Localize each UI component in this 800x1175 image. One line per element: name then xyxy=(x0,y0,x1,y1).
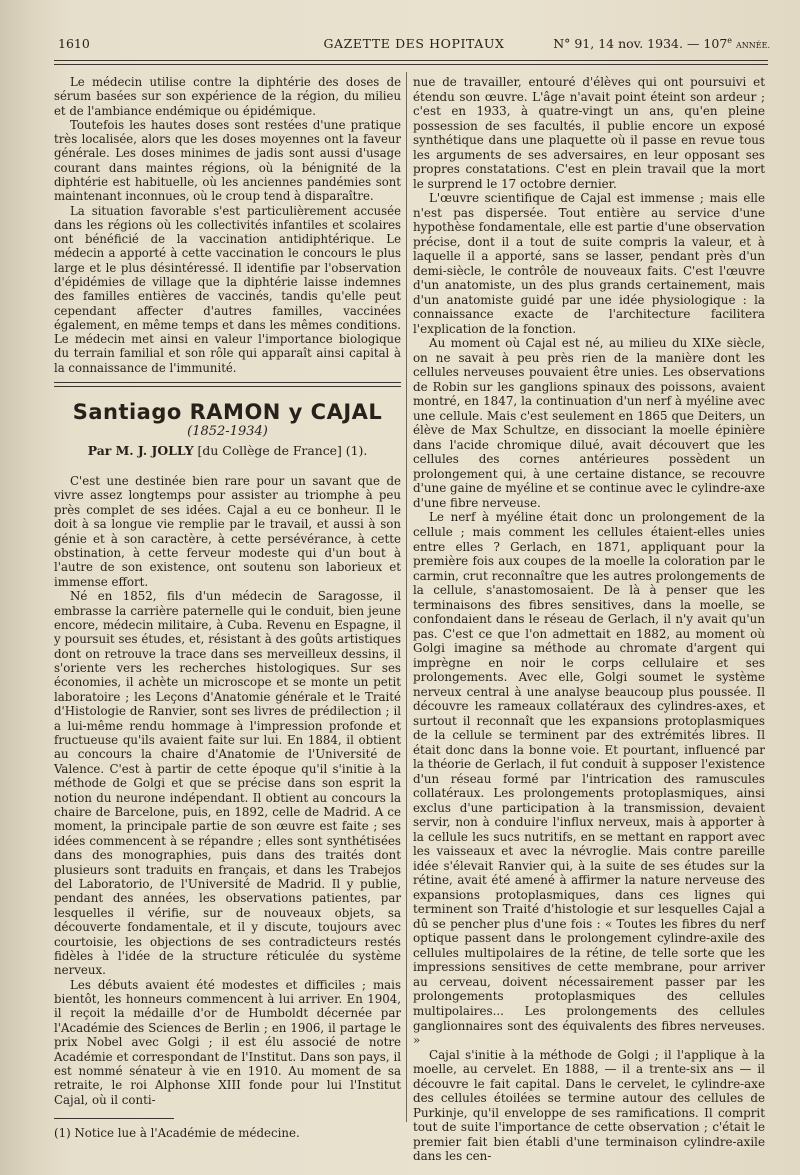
page-number: 1610 xyxy=(58,36,90,51)
article-separator xyxy=(54,382,401,387)
preceding-article-end xyxy=(54,75,401,375)
author-name: Par M. J. JOLLY xyxy=(87,443,194,458)
paragraph: Le médecin utilise contre la diphtérie des doses de sérum basées sur son expérience de la région, du milieu et de l'ambiance endémique ou épidémique. xyxy=(54,75,401,118)
article-author xyxy=(54,443,401,458)
paragraph: Les débuts avaient été modestes et difficiles ; mais bientôt, les honneurs commencent à lui arriver. En 1904, il reçoit la médaille d'or de Humboldt décernée par l'Académie des Sciences de Berlin ; en 1906, il partage le prix Nobel avec Golgi ; il est élu associé de notre Académie et correspondant de l'Institut. Dans son pays, il est nommé sénateur à vie en 1910. Au moment de sa retraite, le roi Alphonse XIII fonde pour lui l'Institut Cajal, où il conti- xyxy=(54,977,401,1107)
article-body-right xyxy=(413,75,765,1164)
paragraph: nue de travailler, entouré d'élèves qui ont poursuivi et étendu son œuvre. L'âge n'avait point éteint son ardeur ; c'est en 1933, à quatre-vingt un ans, qu'en pleine possession de ses facultés, il publie encore un exposé synthétique dans une plaquette où il passe en revue tous les arguments de ses adversaires, en leur opposant ses propres constatations. C'est en plein travail que la mort le surprend le 17 octobre dernier. xyxy=(413,75,765,191)
article-dates: (1852-1934) xyxy=(187,424,268,439)
paragraph: La situation favorable s'est particulièrement accusée dans les régions où les collectivités infantiles et scolaires ont bénéficié de la vaccination antidiphtérique. Le médecin a apporté à cette vaccination le concours le plus large et le plus désintéressé. Il identifie par l'observation d'épidémies de village que la diphtérie laisse indemnes des familles entières de vaccinés, tandis qu'elle peut cependant affecter d'autres familles, vaccinées également, en même temps et dans les mêmes conditions. Le médecin met ainsi en valeur l'importance biologique du terrain familial et son rôle qui apparaît ainsi capital à la connaissance de l'immunité. xyxy=(54,203,401,375)
footnote: (1) Notice lue à l'Académie de médecine. xyxy=(54,1126,300,1140)
footnote-rule xyxy=(54,1118,174,1119)
author-affiliation: [du Collège de France] (1). xyxy=(197,443,368,458)
journal-title: GAZETTE DES HOPITAUX xyxy=(323,36,505,51)
paragraph: Toutefois les hautes doses sont restées d'une pratique très localisée, alors que les doses moyennes ont la faveur générale. Les doses minimes de jadis sont aussi d'usage courant dans maintes régions, où la bénignité de la diphtérie est habituelle, où les anciennes pandémies sont maintenant inconnues, où le croup tend à disparaître. xyxy=(54,117,401,204)
page-header xyxy=(58,36,770,58)
issue-number-date: N° 91, 14 nov. 1934. — 107 xyxy=(553,36,728,52)
column-divider xyxy=(406,72,407,1122)
issue-superscript: e xyxy=(727,36,733,45)
paragraph: C'est une destinée bien rare pour un savant que de vivre assez longtemps pour assister au triomphe à peu près complet de ses idées. Cajal a eu ce bonheur. Il le doit à sa longue vie remplie par le travail, et aussi à son génie et à son caractère, à cette persévérance, à cette obstination, à cette ferveur modeste qui d'un bout à l'autre de son existence, ont soutenu son laborieux et immense effort. xyxy=(54,474,401,589)
issue-annee: ANNÉE. xyxy=(736,41,770,51)
header-rule-bottom xyxy=(54,64,768,65)
article-title: Santiago RAMON y CAJAL xyxy=(72,400,383,424)
paragraph: Cajal s'initie à la méthode de Golgi ; il l'applique à la moelle, au cervelet. En 1888, — il a trente-six ans — il découvre le fait capital. Dans le cervelet, le cylindre-axe des cellules étoilées se termine autour des cellules de Purkinje, qu'il enveloppe de ses ramifications. Il comprit tout de suite l'importance de cette observation ; c'était le premier fait bien établi d'une terminaison cylindre-axile dans les cen- xyxy=(413,1047,765,1164)
issue-info xyxy=(553,36,770,51)
paragraph: Le nerf à myéline était donc un prolongement de la cellule ; mais comment les cellules étaient-elles unies entre elles ? Gerlach, en 1871, appliquant pour la première fois aux coupes de la moelle la coloration par le carmin, crut reconnaître que les autres prolongements de la cellule, s'anastomosaient. De là à penser que les terminaisons des fibres sensitives, dans la moelle, se confondaient dans le réseau de Gerlach, il n'y avait qu'un pas. C'est ce que l'on admettait en 1882, au moment où Golgi imagine sa méthode au chromate d'argent qui imprègne en noir le corps cellulaire et ses prolongements. Avec elle, Golgi soumet le système nerveux central à une analyse beaucoup plus poussée. Il découvre les rameaux collatéraux des cylindres-axes, et surtout il reconnaît que les expansions protoplasmiques de la cellule se terminent par des extrémités libres. Il était donc dans la bonne voie. Et pourtant, influencé par la théorie de Gerlach, il fut conduit à supposer l'existence d'un réseau formé par l'intrication des ramuscules collatéraux. Les prolongements protoplasmiques, ainsi exclus d'une participation à la transmission, devaient servir, non à conduire l'influx nerveux, mais à apporter à la cellule les sucs nutritifs, en se mettant en rapport avec les vaisseaux et avec la névroglie. Mais contre pareille idée s'élevait Ranvier qui, à la suite de ses études sur la rétine, avait été amené à affirmer la nature nerveuse des expansions protoplasmiques, dans ces lignes qui terminent son Traité d'histologie et sur lesquelles Cajal a dû se pencher plus d'une fois : « Toutes les fibres du nerf optique passent dans le prolongement cylindre-axile des cellules multipolaires de la rétine, de telle sorte que les impressions sensitives de cette membrane, pour arriver au cerveau, doivent nécessairement passer par les prolongements protoplasmiques des cellules multipolaires... Les prolongements des cellules ganglionnaires sont des équivalents des fibres nerveuses. » xyxy=(413,510,765,1048)
article-body-left xyxy=(54,474,401,1107)
paragraph: Au moment où Cajal est né, au milieu du XIXe siècle, on ne savait à peu près rien de la manière dont les cellules nerveuses pouvaient être unies. Les observations de Robin sur les ganglions spinaux des poissons, avaient montré, en 1847, la continuation d'un nerf à myéline avec une cellule. Mais c'est seulement en 1865 que Deiters, un élève de Max Schultze, en dissociant la moelle épinière dans l'acide chromique dilué, avait découvert que les cellules des cornes antérieures possèdent un prolongement qui, à une certaine distance, se recouvre d'une gaine de myéline et se continue avec le cylindre-axe d'une fibre nerveuse. xyxy=(413,336,765,510)
paragraph: L'œuvre scientifique de Cajal est immense ; mais elle n'est pas dispersée. Tout entière au service d'une hypothèse fondamentale, elle est partie d'une observation précise, dont il a tout de suite compris la valeur, et à laquelle il a apporté, sans se lasser, pendant près d'un demi-siècle, le contrôle de nouveaux faits. C'est l'œuvre d'un anatomiste, un des plus grands certainement, mais d'un anatomiste guidé par une idée physiologique : la connaissance exacte de l'architecture facilitera l'explication de la fonction. xyxy=(413,191,765,336)
paragraph: Né en 1852, fils d'un médecin de Saragosse, il embrasse la carrière paternelle qui le conduit, bien jeune encore, médecin militaire, à Cuba. Revenu en Espagne, il y poursuit ses études, et, résistant à des goûts artistiques dont on retrouve la trace dans ses merveilleux dessins, il s'oriente vers les recherches histologiques. Sur ses économies, il achète un microscope et se monte un petit laboratoire ; les Leçons d'Anatomie générale et le Traité d'Histologie de Ranvier, sont ses livres de prédilection ; il a lui-même rendu hommage à l'impression profonde et fructueuse qu'ils avaient faite sur lui. En 1884, il obtient au concours la chaire d'Anatomie de l'Université de Valence. C'est à partir de cette époque qu'il s'initie à la méthode de Golgi et que se précise dans son esprit la notion du neurone indépendant. Il obtient au concours la chaire de Barcelone, puis, en 1892, celle de Madrid. A ce moment, la principale partie de son œuvre est faite ; ses idées commencent à se répandre ; elles sont synthétisées dans des monographies, puis dans des traités dont plusieurs sont traduits en français, et dans les Trabejos del Laboratorio, de l'Université de Madrid. Il y publie, pendant des années, les observations patientes, par lesquelles il vérifie, sur de nouveaux objets, sa découverte fondamentale, et il y discute, toujours avec courtoisie, les objections de ses contradicteurs restés fidèles à l'idée de la structure réticulée du système nerveux. xyxy=(54,589,401,978)
header-rule-top xyxy=(54,60,768,61)
